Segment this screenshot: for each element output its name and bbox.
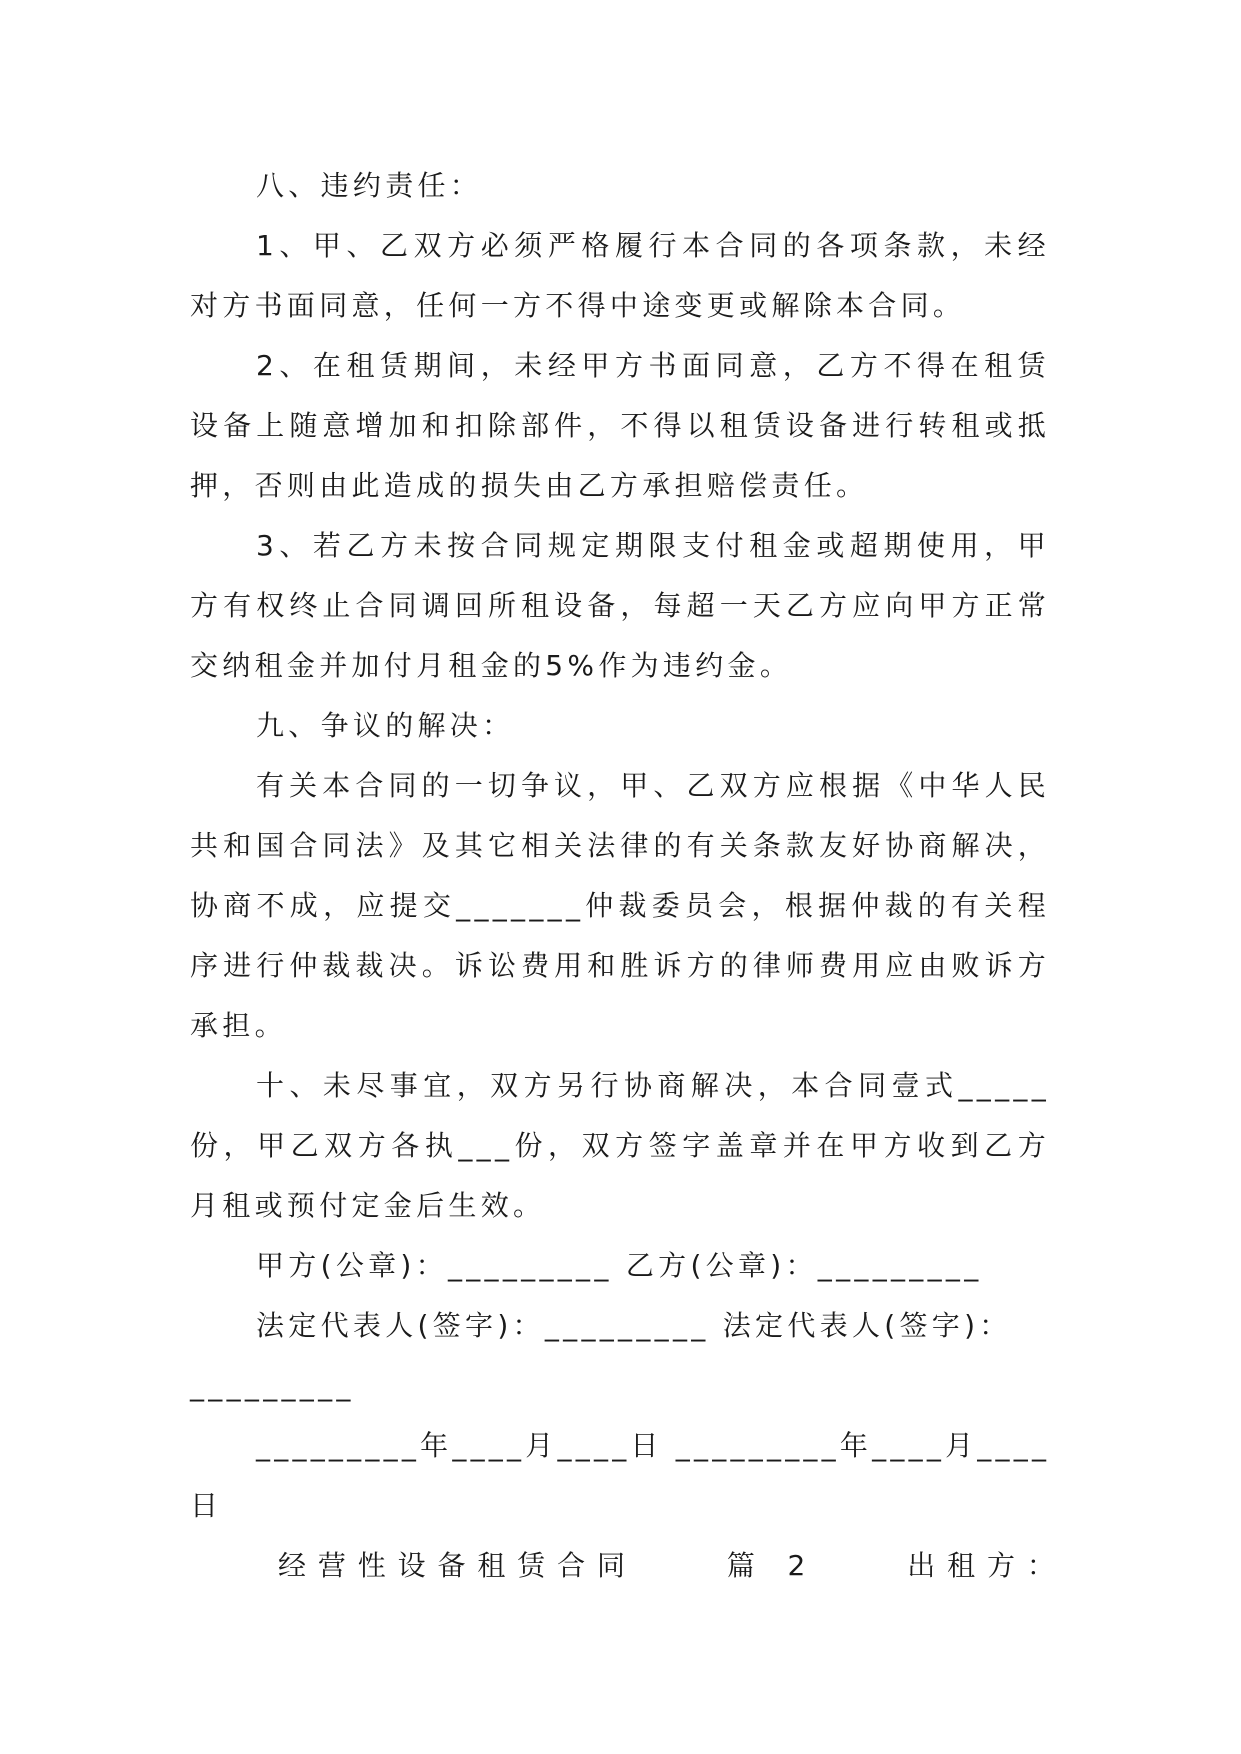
paragraph-8-1-line-1: 1、甲、乙双方必须严格履行本合同的各项条款，未经 <box>256 229 1050 262</box>
section-10-line-1: 十、未尽事宜，双方另行协商解决，本合同壹式_____ <box>256 1069 1050 1102</box>
paragraph-9-line-2: 共和国合同法》及其它相关法律的有关条款友好协商解决， <box>190 829 1050 862</box>
date-line-continued: 日 <box>190 1489 223 1522</box>
contract-title: 经营性设备租赁合同 <box>278 1549 637 1582</box>
section-9-heading: 九、争议的解决： <box>256 709 515 742</box>
date-line: _________年____月____日 _________年____月____ <box>256 1429 1051 1462</box>
paragraph-9-line-4: 序进行仲裁裁决。诉讼费用和胜诉方的律师费用应由败诉方 <box>190 949 1050 982</box>
next-contract-title-line <box>278 1546 1067 1586</box>
section-8-heading: 八、违约责任： <box>256 169 483 202</box>
contract-part-label: 篇 2 <box>726 1549 818 1582</box>
section-10-line-2: 份，甲乙双方各执___份，双方签字盖章并在甲方收到乙方 <box>190 1129 1050 1162</box>
party-seal-line: 甲方(公章)：_________ 乙方(公章)：_________ <box>256 1249 983 1282</box>
representative-signature-line: 法定代表人(签字)：_________ 法定代表人(签字)： <box>256 1309 1012 1342</box>
paragraph-8-2-line-1: 2、在租赁期间，未经甲方书面同意，乙方不得在租赁 <box>256 349 1050 382</box>
paragraph-9-line-3: 协商不成，应提交_______仲裁委员会，根据仲裁的有关程 <box>190 889 1050 922</box>
paragraph-8-2-line-3: 押，否则由此造成的损失由乙方承担赔偿责任。 <box>190 469 869 502</box>
lessor-label: 出租方： <box>907 1549 1067 1582</box>
paragraph-8-3-line-2: 方有权终止合同调回所租设备，每超一天乙方应向甲方正常 <box>190 589 1050 622</box>
paragraph-8-3-line-1: 3、若乙方未按合同规定期限支付租金或超期使用，甲 <box>256 529 1050 562</box>
paragraph-8-1-line-2: 对方书面同意，任何一方不得中途变更或解除本合同。 <box>190 289 966 322</box>
paragraph-8-2-line-2: 设备上随意增加和扣除部件，不得以租赁设备进行转租或抵 <box>190 409 1050 442</box>
signature-blank-continued: _________ <box>190 1369 355 1402</box>
paragraph-9-line-5: 承担。 <box>190 1009 287 1042</box>
paragraph-8-3-line-3: 交纳租金并加付月租金的5%作为违约金。 <box>190 649 793 682</box>
paragraph-9-line-1: 有关本合同的一切争议，甲、乙双方应根据《中华人民 <box>256 769 1050 802</box>
section-10-line-3: 月租或预付定金后生效。 <box>190 1189 546 1222</box>
